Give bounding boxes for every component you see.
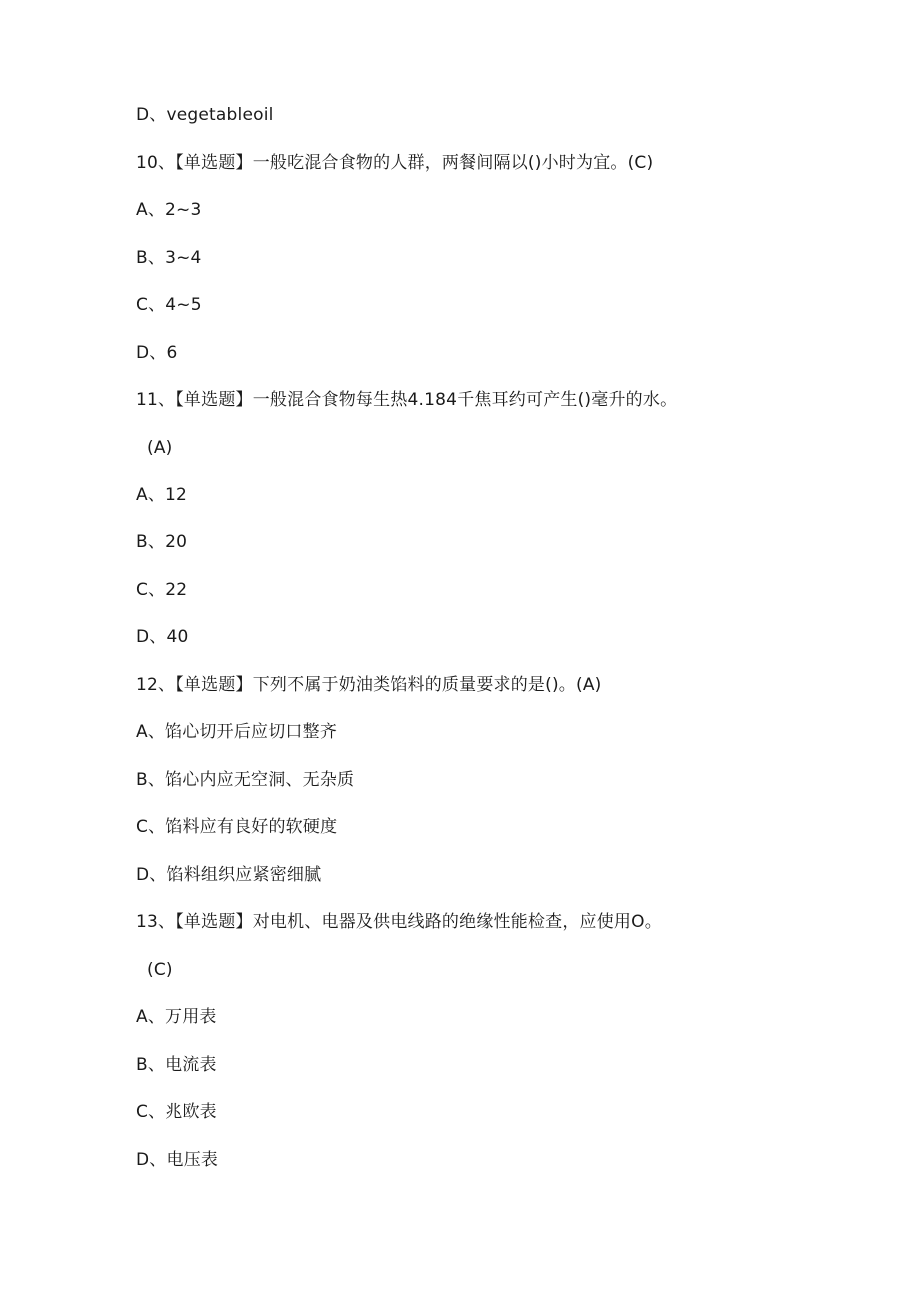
q13-option-b: B、电流表 <box>136 1055 217 1075</box>
q11-option-d: D、40 <box>136 627 189 647</box>
q12-question: 12、【单选题】下列不属于奶油类馅料的质量要求的是()。(A) <box>136 675 602 695</box>
q13-question: 13、【单选题】对电机、电器及供电线路的绝缘性能检查，应使用O。 <box>136 912 662 932</box>
q11-question: 11、【单选题】一般混合食物每生热4.184千焦耳约可产生()毫升的水。 <box>136 390 678 410</box>
q11-option-b: B、20 <box>136 532 188 552</box>
q9-option-d: D、vegetableoil <box>136 105 274 125</box>
q12-option-a: A、馅心切开后应切口整齐 <box>136 722 338 742</box>
q10-option-a: A、2~3 <box>136 200 202 220</box>
q13-option-d: D、电压表 <box>136 1150 219 1170</box>
q10-option-d: D、6 <box>136 343 178 363</box>
q10-option-c: C、4~5 <box>136 295 202 315</box>
q11-option-c: C、22 <box>136 580 188 600</box>
q11-option-a: A、12 <box>136 485 188 505</box>
q13-answer: (C) <box>147 960 173 980</box>
q13-option-a: A、万用表 <box>136 1007 217 1027</box>
q13-option-c: C、兆欧表 <box>136 1102 217 1122</box>
q11-answer: (A) <box>147 438 173 458</box>
q10-question: 10、【单选题】一般吃混合食物的人群，两餐间隔以()小时为宜。(C) <box>136 153 654 173</box>
q12-option-d: D、馅料组织应紧密细腻 <box>136 865 322 885</box>
q12-option-c: C、馅料应有良好的软硬度 <box>136 817 338 837</box>
q10-option-b: B、3~4 <box>136 248 202 268</box>
q12-option-b: B、馅心内应无空洞、无杂质 <box>136 770 355 790</box>
